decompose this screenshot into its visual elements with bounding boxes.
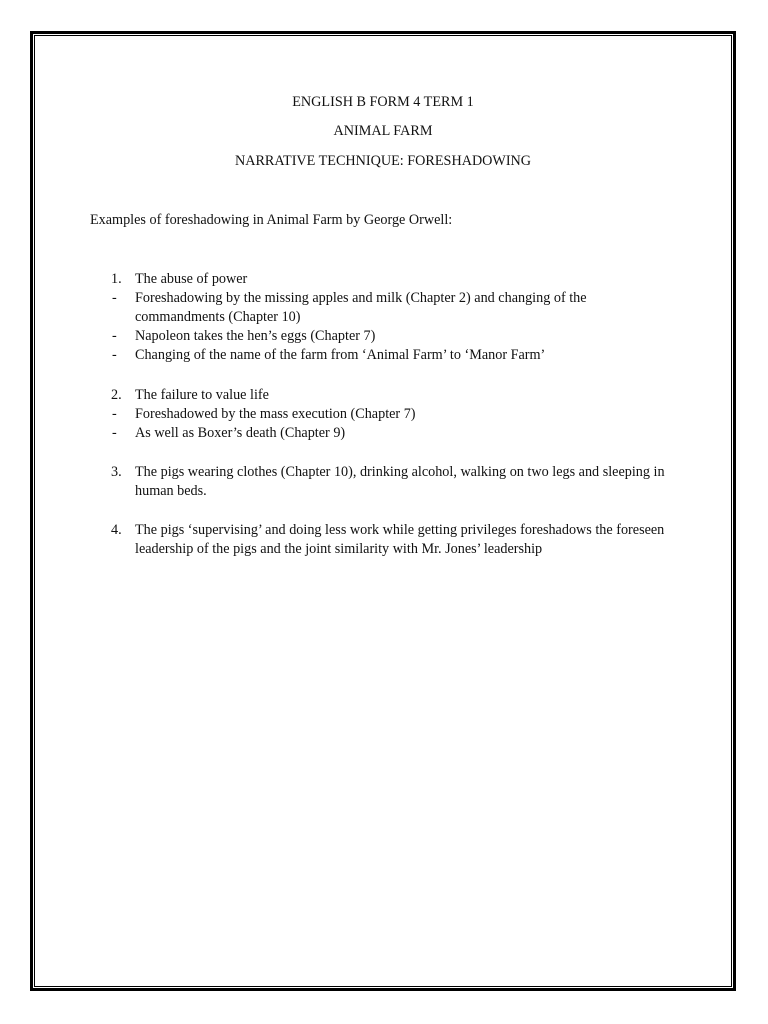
list-item-1 [90, 270, 676, 365]
numbered-item [90, 386, 676, 405]
bullet-item [90, 405, 676, 424]
list-item-4 [90, 521, 676, 559]
bullet-text: Changing of the name of the farm from ‘Animal Farm’ to ‘Manor Farm’ [135, 347, 546, 363]
bullet-dash: - [112, 290, 117, 306]
item-number: 1. [111, 271, 122, 287]
bullet-item [90, 424, 676, 443]
bullet-dash: - [112, 328, 117, 344]
page-border-inner [34, 35, 732, 987]
item-number: 3. [111, 464, 122, 480]
item-text: The pigs ‘supervising’ and doing less work while getting privileges foreshadows the foreseen leadership of the pigs and the joint similarity with Mr. Jones’ leadership [135, 522, 665, 557]
numbered-item [90, 521, 676, 559]
bullet-text: Foreshadowed by the mass execution (Chapter 7) [135, 406, 416, 422]
bullet-text: Foreshadowing by the missing apples and milk (Chapter 2) and changing of the commandments (Chapter 10) [135, 290, 587, 325]
item-text: The failure to value life [135, 387, 269, 403]
item-text: The abuse of power [135, 271, 248, 287]
intro-text: Examples of foreshadowing in Animal Farm by George Orwell: [90, 212, 453, 228]
bullet-item [90, 346, 676, 365]
item-number: 2. [111, 387, 122, 403]
bullet-dash: - [112, 425, 117, 441]
bullet-dash: - [112, 406, 117, 422]
heading-course: ENGLISH B FORM 4 TERM 1 [292, 94, 474, 110]
heading-title: ANIMAL FARM [333, 123, 433, 139]
bullet-text: Napoleon takes the hen’s eggs (Chapter 7) [135, 328, 376, 344]
bullet-text: As well as Boxer’s death (Chapter 9) [135, 425, 346, 441]
bullet-dash: - [112, 347, 117, 363]
item-number: 4. [111, 522, 122, 538]
numbered-item [90, 463, 676, 501]
item-text: The pigs wearing clothes (Chapter 10), drinking alcohol, walking on two legs and sleeping in human beds. [135, 464, 665, 499]
list-item-2 [90, 386, 676, 443]
list-item-3 [90, 463, 676, 501]
numbered-item [90, 270, 676, 289]
bullet-item [90, 327, 676, 346]
heading-topic: NARRATIVE TECHNIQUE: FORESHADOWING [234, 153, 532, 169]
bullet-item [90, 289, 676, 327]
